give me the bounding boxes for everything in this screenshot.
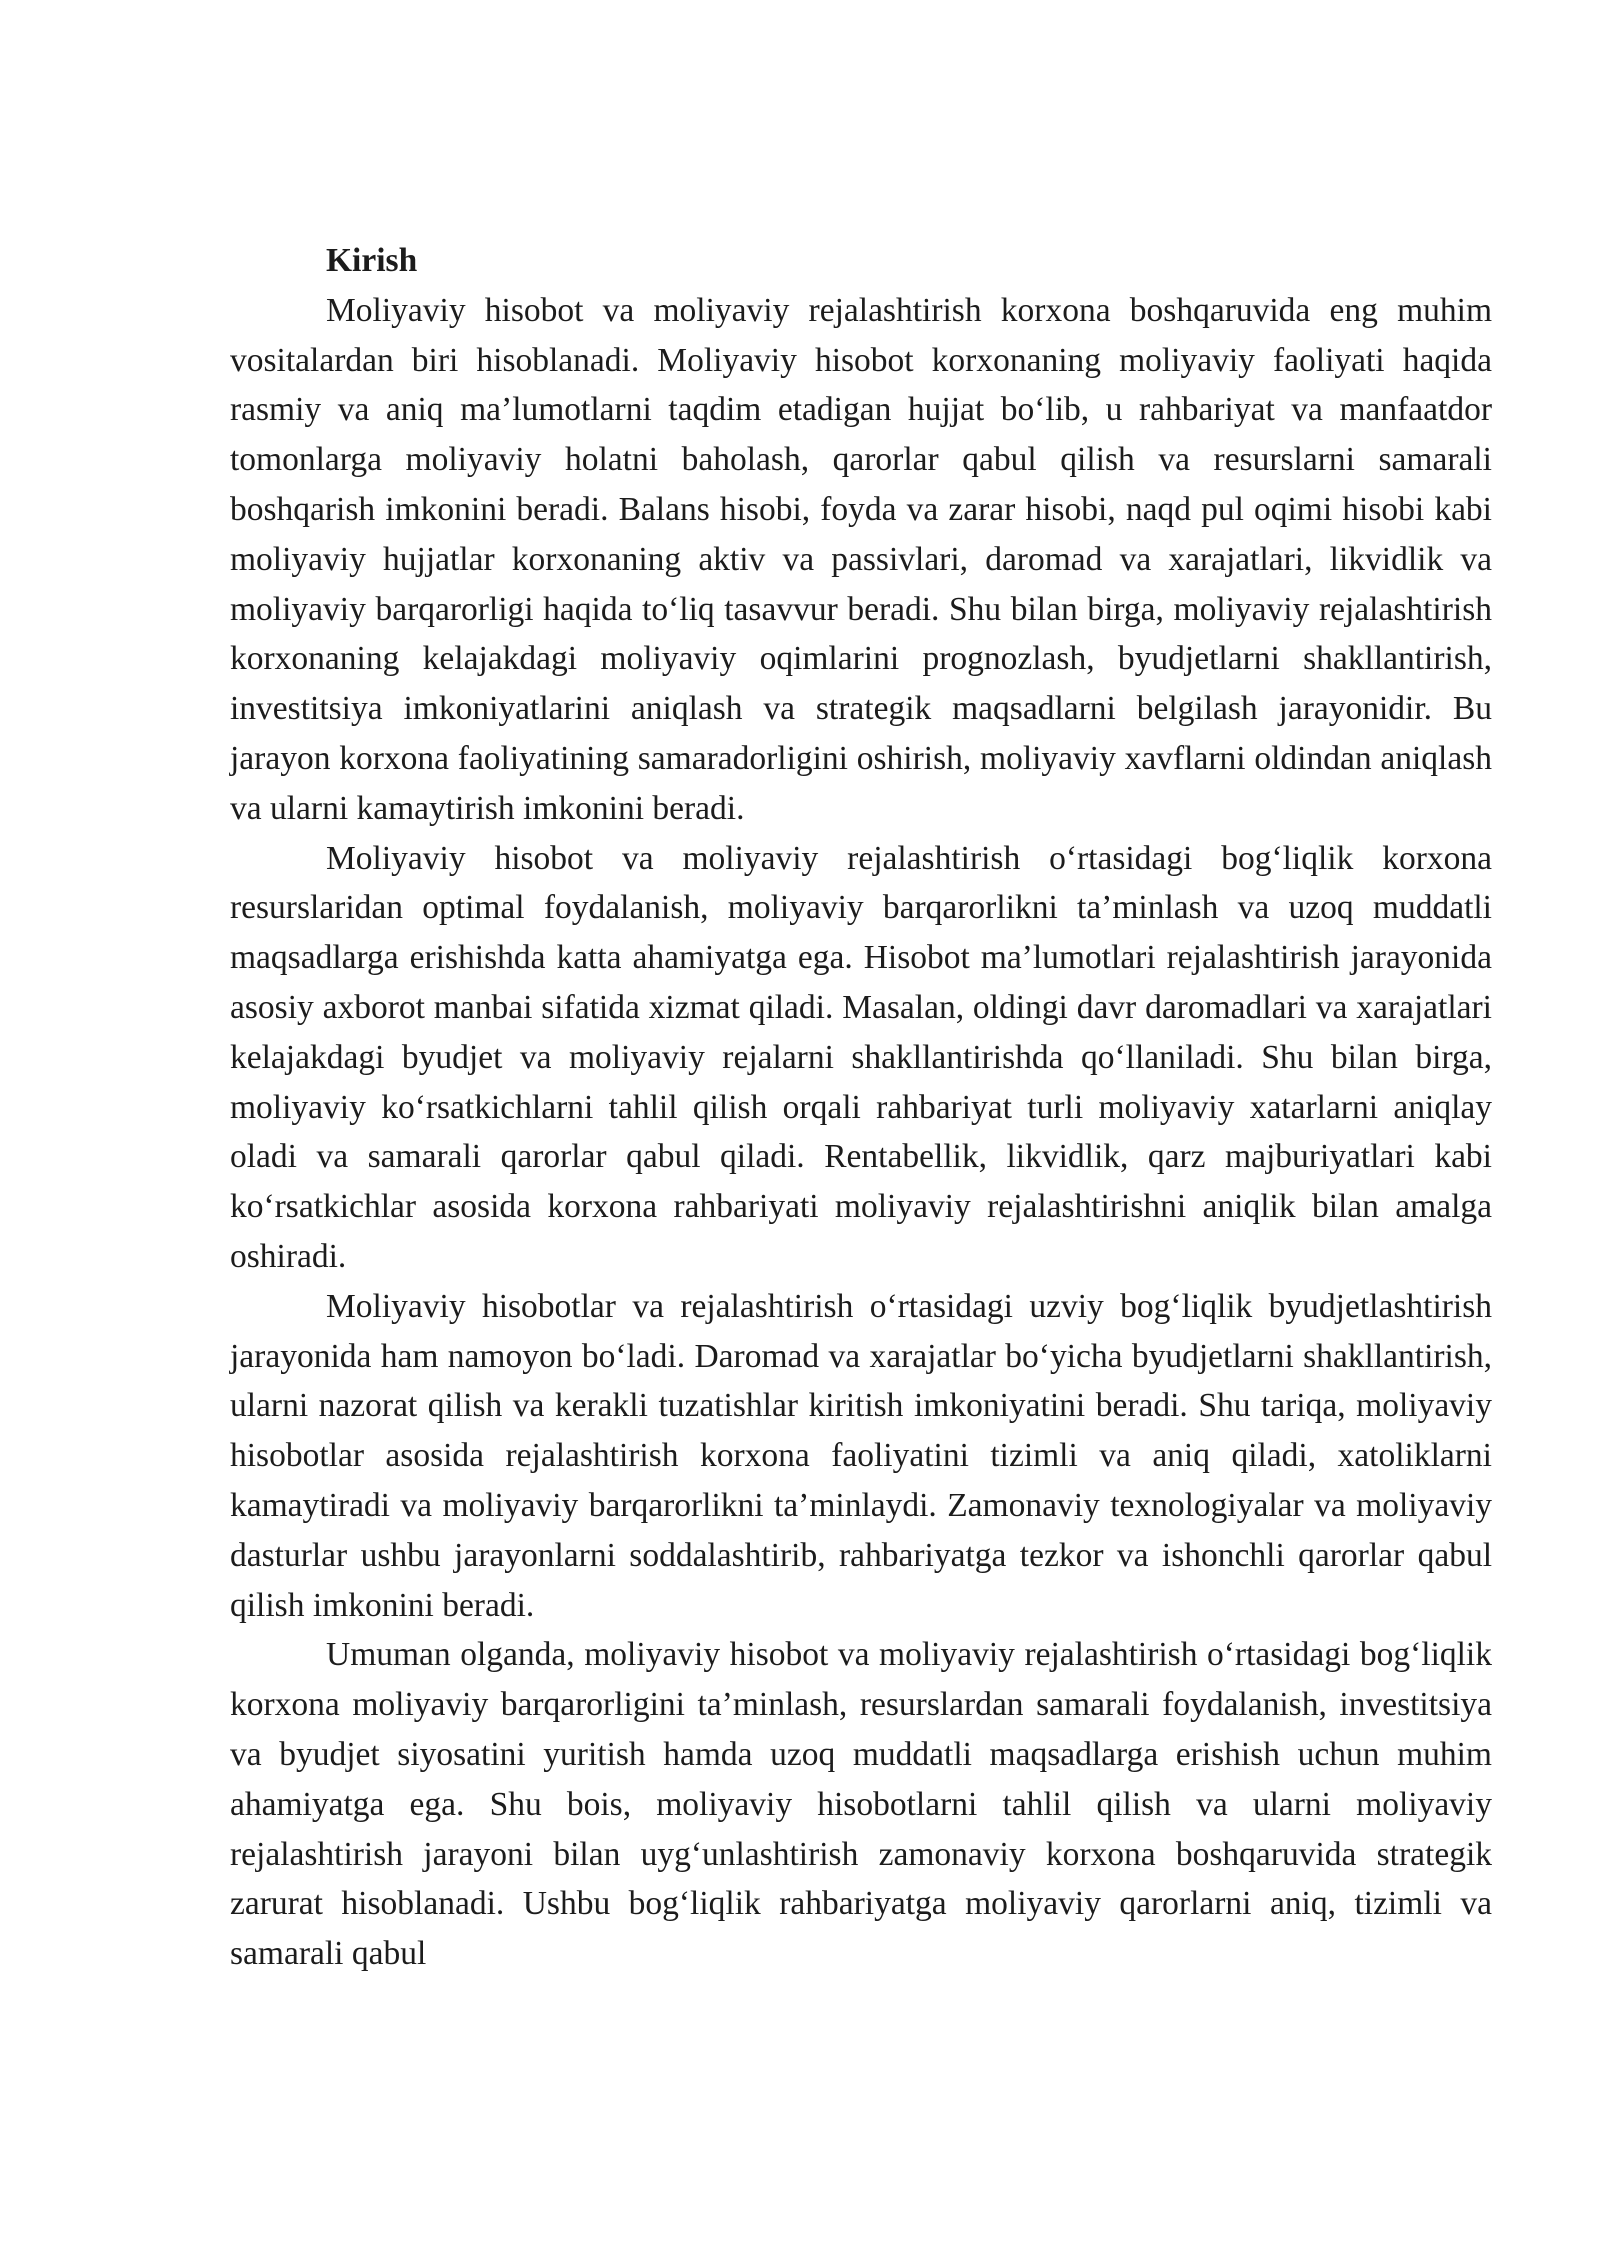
paragraph-4: Umuman olganda, moliyaviy hisobot va moliyaviy rejalashtirish o‘rtasidagi bog‘liqlik korxona moliyaviy barqarorligini ta’minlash, resurslardan samarali foydalanish, investitsiya va byudjet siyosatini yuritish hamda uzoq muddatli maqsadlarga erishish uchun muhim ahamiyatga ega. Shu bois, moliyaviy hisobotlarni tahlil qilish va ularni moliyaviy rejalashtirish jarayoni bilan uyg‘unlashtirish zamonaviy korxona boshqaruvida strategik zarurat hisoblanadi. Ushbu bog‘liqlik rahbariyatga moliyaviy qarorlarni aniq, tizimli va samarali qabul [230,1636,1492,1973]
paragraph-1: Moliyaviy hisobot va moliyaviy rejalashtirish korxona boshqaruvida eng muhim vositalardan biri hisoblanadi. Moliyaviy hisobot korxonaning moliyaviy faoliyati haqida rasmiy va aniq ma’lumotlarni taqdim etadigan hujjat bo‘lib, u rahbariyat va manfaatdor tomonlarga moliyaviy holatni baholash, qarorlar qabul qilish va resurslarni samarali boshqarish imkonini beradi. Balans hisobi, foyda va zarar hisobi, naqd pul oqimi hisobi kabi moliyaviy hujjatlar korxonaning aktiv va passivlari, daromad va xarajatlari, likvidlik va moliyaviy barqarorligi haqida to‘liq tasavvur beradi. Shu bilan birga, moliyaviy rejalashtirish korxonaning kelajakdagi moliyaviy oqimlarini prognozlash, byudjetlarni shakllantirish, investitsiya imkoniyatlarini aniqlash va strategik maqsadlarni belgilash jarayonidir. Bu jarayon korxona faoliyatining samaradorligini oshirish, moliyaviy xavflarni oldindan aniqlash va ularni kamaytirish imkonini beradi. [230,291,1492,827]
section-heading: Kirish [326,242,418,279]
paragraph-3: Moliyaviy hisobotlar va rejalashtirish o‘rtasidagi uzviy bog‘liqlik byudjetlashtirish jarayonida ham namoyon bo‘ladi. Daromad va xarajatlar bo‘yicha byudjetlarni shakllantirish, ularni nazorat qilish va kerakli tuzatishlar kiritish imkoniyatini beradi. Shu tariqa, moliyaviy hisobotlar asosida rejalashtirish korxona faoliyatini tizimli va aniq qiladi, xatoliklarni kamaytiradi va moliyaviy barqarorlikni ta’minlaydi. Zamonaviy texnologiyalar va moliyaviy dasturlar ushbu jarayonlarni soddalashtirib, rahbariyatga tezkor va ishonchli qarorlar qabul qilish imkonini beradi. [230,1287,1492,1624]
document-body [230,236,1492,1979]
paragraph-2: Moliyaviy hisobot va moliyaviy rejalashtirish o‘rtasidagi bog‘liqlik korxona resurslaridan optimal foydalanish, moliyaviy barqarorlikni ta’minlash va uzoq muddatli maqsadlarga erishishda katta ahamiyatga ega. Hisobot ma’lumotlari rejalashtirish jarayonida asosiy axborot manbai sifatida xizmat qiladi. Masalan, oldingi davr daromadlari va xarajatlari kelajakdagi byudjet va moliyaviy rejalarni shakllantirishda qo‘llaniladi. Shu bilan birga, moliyaviy ko‘rsatkichlarni tahlil qilish orqali rahbariyat turli moliyaviy xatarlarni aniqlay oladi va samarali qarorlar qabul qiladi. Rentabellik, likvidlik, qarz majburiyatlari kabi ko‘rsatkichlar asosida korxona rahbariyati moliyaviy rejalashtirishni aniqlik bilan amalga oshiradi. [230,839,1492,1275]
